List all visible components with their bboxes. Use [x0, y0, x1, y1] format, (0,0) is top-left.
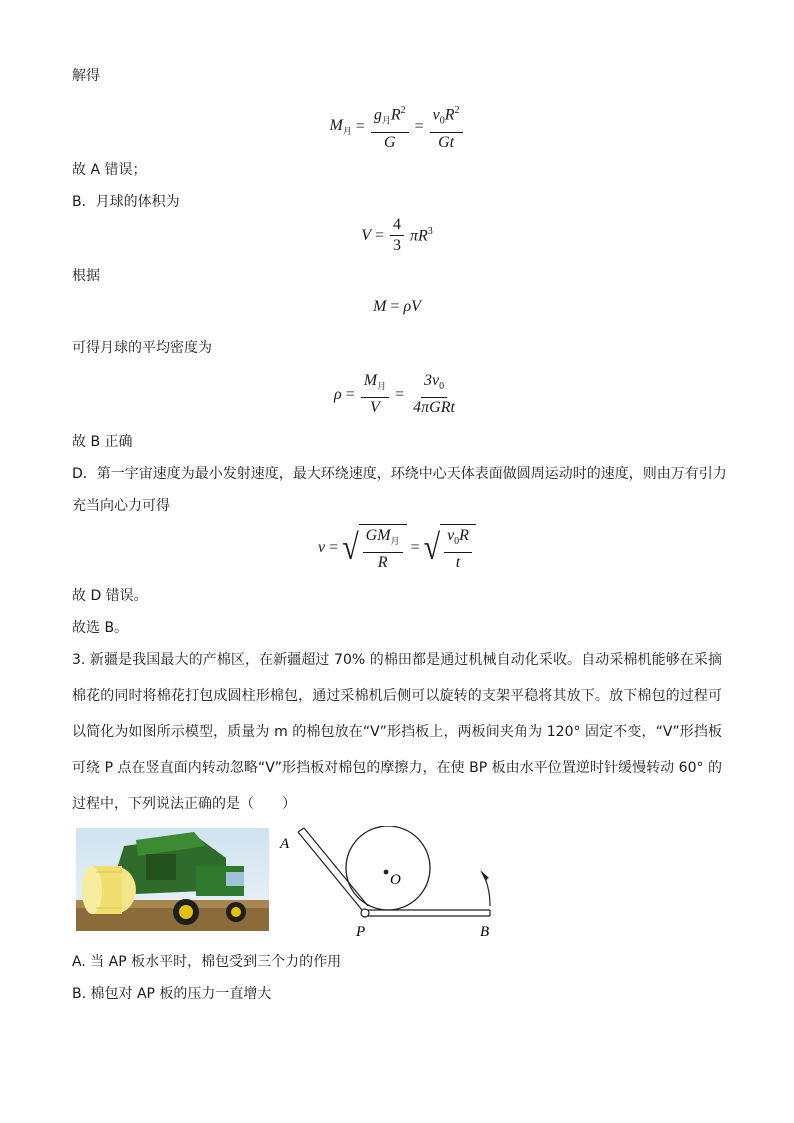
label-o: O — [390, 872, 401, 888]
option-a: A. 当 AP 板水平时，棉包受到三个力的作用 — [72, 954, 342, 970]
cotton-harvester-photo — [76, 828, 269, 931]
text-jiede: 解得 — [72, 68, 100, 84]
label-a: A — [280, 836, 290, 852]
text-d-line1: D．第一宇宙速度为最小发射速度，最大环绕速度，环绕中心天体表面做圆周运动时的速度，则由万有引力 — [72, 466, 727, 482]
formula-volume: V = $\frac{4}{3}$ $\pi R^3$ — [361, 216, 433, 254]
formula-first-cosmic-velocity: v = √ $\frac{GM_月}{R}$ = √ $\frac{v_0R}{t}$ — [0, 524, 794, 572]
text-b-right: 故 B 正确 — [72, 434, 133, 450]
label-b: B — [480, 924, 490, 940]
formula-mass-density: M = ρV — [373, 298, 421, 315]
text-genju: 根据 — [72, 268, 100, 284]
text-d-line2: 充当向心力可得 — [72, 498, 170, 514]
text-d-wrong: 故 D 错误。 — [72, 588, 148, 604]
text-a-wrong: 故 A 错误； — [72, 162, 147, 178]
formula-moon-mass: $M_月$ = $\frac{g_月R^2}{G}$ = $\frac{v_0R^2}{Gt}$ — [0, 102, 794, 152]
formula-density: ρ = $\frac{M_月}{V}$ = $\frac{3v_0}{\text{4πGRt}}$ — [334, 372, 455, 417]
text-answer: 故选 B。 — [72, 620, 129, 636]
option-b: B. 棉包对 AP 板的压力一直增大 — [72, 986, 272, 1002]
text-b-intro: B．月球的体积为 — [72, 194, 180, 210]
label-p: P — [356, 924, 366, 940]
v-board-diagram — [276, 826, 500, 946]
question-3-stem: 3. 新疆是我国最大的产棉区，在新疆超过 70% 的棉田都是通过机械自动化采收。自动采棉机能够在采摘棉花的同时将棉花打包成圆柱形棉包，通过采棉机后侧可以旋转的支架平稳将其放下。放下棉包的过程可以简化为如图所示模型，质量为 m 的棉包放在“V”形挡板上，两板间夹角为 120° 固定不变，“V”形挡板可绕 P 点在竖直面内转动忽略“V”形挡板对棉包的摩擦力，在使 BP 板由水平位置逆时针缓慢转动 60° 的过程中，下列说法正确的是（ ） — [72, 652, 722, 812]
text-density-intro: 可得月球的平均密度为 — [72, 340, 212, 356]
